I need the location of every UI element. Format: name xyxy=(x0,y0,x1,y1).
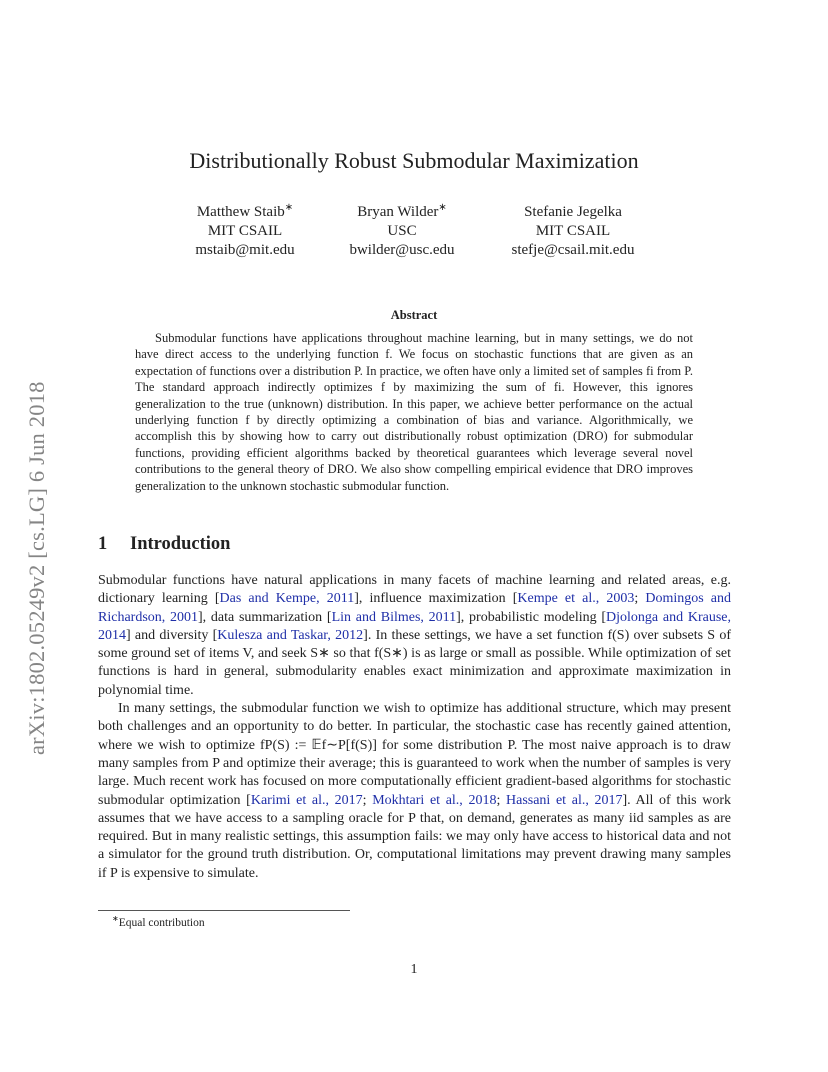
author-name: Matthew Staib xyxy=(196,204,285,220)
author-name: Stefanie Jegelka xyxy=(524,204,622,220)
citation-link[interactable]: Mokhtari et al., 2018 xyxy=(372,792,497,808)
author-name: Bryan Wilder xyxy=(357,204,439,220)
introduction-body xyxy=(98,572,731,883)
footnote-rule xyxy=(98,910,350,911)
paragraph-text: In many settings, the submodular function we wish to optimize has additional structure, which may present both challenges and an opportunity to do better. In particular, the stochastic case has recently gained attention, where we wish to optimize fP(S) := 𝔼f∼P[f(S)] for some distribution P. The most naive approach is to draw many samples from P and optimize their average; this is guaranteed to work when the number of samples is very large. Much recent work has focused on more computationally efficient gradient-based algorithms for stochastic submodular optimization [ xyxy=(98,701,731,808)
paper-title: Distributionally Robust Submodular Maximization xyxy=(189,148,639,173)
section-heading xyxy=(98,534,230,555)
author-email: bwilder@usc.edu xyxy=(349,242,455,258)
citation-link[interactable]: Karimi et al., 2017 xyxy=(250,792,363,808)
section-title: Introduction xyxy=(130,534,231,554)
footnote-text: Equal contribution xyxy=(118,916,205,929)
paragraph-text: ]. All of this work assumes that we have access to a sampling oracle for P that, on demand, generates as many iid samples as are required. But in many realistic settings, this assumption fails: we may only have access to historical data and not a simulator for the ground truth distribution. Or, computational limitations may prevent drawing many samples if P is expensive to simulate. xyxy=(98,792,732,881)
footnote-mark: ∗ xyxy=(112,914,119,923)
author-affiliation: MIT CSAIL xyxy=(207,223,283,239)
author-name-line xyxy=(473,198,673,222)
paragraph-text: ], probabilistic modeling [ xyxy=(456,609,607,625)
author-block xyxy=(302,198,502,260)
paragraph-text: ], data summarization [ xyxy=(198,609,332,625)
author-affiliation: USC xyxy=(387,223,417,239)
page-number: 1 xyxy=(410,962,418,977)
author-affiliation: MIT CSAIL xyxy=(535,223,611,239)
citation-link[interactable]: Kempe et al., 2003 xyxy=(517,591,635,607)
paragraph-text: Submodular functions have natural applications in many facets of machine learning and related areas, e.g. dictionary learning [ xyxy=(98,573,731,607)
paragraph-text: ]. In these settings, we have a set function f(S) over subsets S of some ground set of items V, and seek S∗ so that f(S∗) is as large or small as possible. While optimization of set functions is hard in general, submodularity enables exact minimization and approximate maximization in polynomial time. xyxy=(98,627,732,698)
footnote xyxy=(112,914,205,929)
citation-link[interactable]: Das and Kempe, 2011 xyxy=(219,591,355,607)
citation-link[interactable]: Lin and Bilmes, 2011 xyxy=(331,609,457,625)
author-name-line xyxy=(302,198,502,222)
citation-link[interactable]: Hassani et al., 2017 xyxy=(506,792,623,808)
paragraph-text: ; xyxy=(496,792,506,808)
abstract-text: Submodular functions have applications throughout machine learning, but in many settings, we do not have direct access to the underlying function f. We focus on stochastic functions that are given as an expectation of functions over a distribution P. In practice, we often have only a limited set of samples fi from P. The standard approach indirectly optimizes f by maximizing the sum of fi. However, this ignores generalization to the true (unknown) distribution. In this paper, we achieve better performance on the actual underlying function f by directly optimizing a combination of bias and variance. Algorithmically, we accomplish this by showing how to carry out distributionally robust optimization (DRO) for submodular functions, providing efficient algorithms backed by theoretical guarantees which leverage several novel contributions to the general theory of DRO. We also show compelling empirical evidence that DRO improves generalization to the unknown stochastic submodular function. xyxy=(135,331,693,493)
author-email: mstaib@mit.edu xyxy=(195,242,295,258)
equal-contribution-mark: ∗ xyxy=(284,202,294,213)
citation-link[interactable]: Domingos and Richardson, 2001 xyxy=(98,591,732,625)
paragraph xyxy=(98,572,731,700)
abstract-body xyxy=(135,330,693,494)
section-number: 1 xyxy=(98,534,108,554)
paragraph-text: ], influence maximization [ xyxy=(354,591,518,607)
author-email: stefje@csail.mit.edu xyxy=(511,242,635,258)
citation-link[interactable]: Kulesza and Taskar, 2012 xyxy=(217,627,364,643)
paragraph-text: ; xyxy=(634,591,646,607)
citation-link[interactable]: Djolonga and Krause, 2014 xyxy=(98,609,731,643)
paragraph xyxy=(98,700,731,883)
arxiv-identifier-stamp: arXiv:1802.05249v2 [cs.LG] 6 Jun 2018 xyxy=(24,381,49,755)
paragraph-text: ; xyxy=(362,792,373,808)
paragraph-text: ] and diversity [ xyxy=(126,627,218,643)
author-block xyxy=(473,198,673,260)
equal-contribution-mark: ∗ xyxy=(438,202,447,213)
abstract-heading: Abstract xyxy=(390,308,438,322)
